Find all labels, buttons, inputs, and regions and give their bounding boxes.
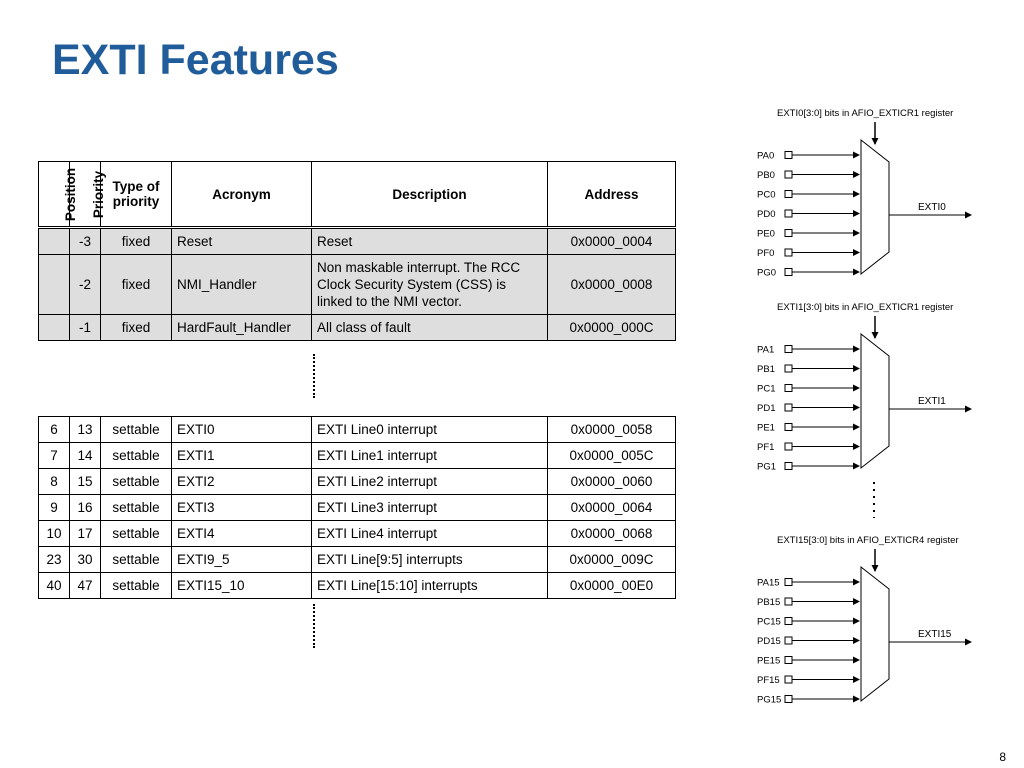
input-pin <box>785 365 792 372</box>
mux-exti1 <box>757 302 971 473</box>
table-header-row <box>39 162 676 228</box>
mux-register-label: EXTI15[3:0] bits in AFIO_EXTICR4 register <box>777 535 959 546</box>
input-pin <box>785 404 792 411</box>
mux-register-label: EXTI0[3:0] bits in AFIO_EXTICR1 register <box>777 108 954 119</box>
mux-input-label: PC1 <box>757 383 776 395</box>
mux-input-label: PG1 <box>757 461 777 473</box>
mux-input-label: PB0 <box>757 170 775 181</box>
input-pin <box>785 269 792 276</box>
mux-output-label: EXTI1 <box>918 396 946 407</box>
header-position: Position <box>39 162 70 228</box>
input-pin <box>785 249 792 256</box>
input-pin <box>785 385 792 392</box>
mux-input-label: PE0 <box>757 228 775 240</box>
mux-input-label: PF0 <box>757 248 775 259</box>
table-row: 9 16 settable EXTI3 EXTI Line3 interrupt 0x0000_0064 <box>39 495 676 521</box>
mux-input-label: PE15 <box>757 655 781 667</box>
mux-trapezoid <box>861 334 889 468</box>
mux-register-label: EXTI1[3:0] bits in AFIO_EXTICR1 register <box>777 302 954 313</box>
header-priority: Priority <box>70 162 101 228</box>
mux-input-label: PD0 <box>757 209 776 220</box>
input-pin <box>785 598 792 605</box>
vector-table-top <box>38 161 676 341</box>
mux-input-label: PA15 <box>757 577 780 589</box>
mux-output-label: EXTI15 <box>918 629 952 640</box>
input-pin <box>785 657 792 664</box>
input-pin <box>785 171 792 178</box>
mux-output-label: EXTI0 <box>918 202 946 213</box>
input-pin <box>785 443 792 450</box>
ellipsis-dots-bottom <box>313 604 315 648</box>
input-pin <box>785 637 792 644</box>
mux-input-label: PB15 <box>757 597 781 608</box>
input-pin <box>785 230 792 237</box>
input-pin <box>785 696 792 703</box>
mux-input-label: PG15 <box>757 694 782 706</box>
mux-trapezoid <box>861 567 889 701</box>
input-pin <box>785 463 792 470</box>
table-row: -2 fixed NMI_Handler Non maskable interrupt. The RCC Clock Security System (CSS) is linked to the NMI vector. 0x0000_0008 <box>39 255 676 315</box>
mux-trapezoid <box>861 140 889 274</box>
mux-exti0 <box>757 108 971 279</box>
mux-input-label: PD15 <box>757 636 781 647</box>
table-row: -3 fixed Reset Reset 0x0000_0004 <box>39 228 676 255</box>
table-row: 23 30 settable EXTI9_5 EXTI Line[9:5] interrupts 0x0000_009C <box>39 547 676 573</box>
mux-input-label: PE1 <box>757 422 775 434</box>
mux-input-label: PD1 <box>757 403 776 414</box>
mux-input-label: PF15 <box>757 675 780 686</box>
table-row: -1 fixed HardFault_Handler All class of fault 0x0000_000C <box>39 315 676 341</box>
input-pin <box>785 152 792 159</box>
input-pin <box>785 191 792 198</box>
mux-input-label: PB1 <box>757 364 775 375</box>
header-address: Address <box>548 162 676 228</box>
mux-exti15 <box>757 535 971 706</box>
input-pin <box>785 210 792 217</box>
vector-table-bottom <box>38 416 676 599</box>
header-type: Type of priority <box>101 162 172 228</box>
table-row: 40 47 settable EXTI15_10 EXTI Line[15:10] interrupts 0x0000_00E0 <box>39 573 676 599</box>
slide-title: EXTI Features <box>52 36 339 84</box>
mux-input-label: PF1 <box>757 442 775 453</box>
input-pin <box>785 676 792 683</box>
page-number: 8 <box>999 750 1006 764</box>
input-pin <box>785 618 792 625</box>
table-row: 10 17 settable EXTI4 EXTI Line4 interrupt 0x0000_0068 <box>39 521 676 547</box>
table-row: 8 15 settable EXTI2 EXTI Line2 interrupt 0x0000_0060 <box>39 469 676 495</box>
mux-input-label: PC15 <box>757 616 781 628</box>
mux-input-label: PA0 <box>757 150 775 162</box>
mux-input-label: PC0 <box>757 189 776 201</box>
input-pin <box>785 346 792 353</box>
header-description: Description <box>312 162 548 228</box>
table-row: 6 13 settable EXTI0 EXTI Line0 interrupt 0x0000_0058 <box>39 417 676 443</box>
mux-input-label: PA1 <box>757 344 775 356</box>
mux-input-label: PG0 <box>757 267 777 279</box>
exti-mux-diagram <box>745 100 1010 715</box>
header-acronym: Acronym <box>172 162 312 228</box>
input-pin <box>785 579 792 586</box>
input-pin <box>785 424 792 431</box>
table-row: 7 14 settable EXTI1 EXTI Line1 interrupt 0x0000_005C <box>39 443 676 469</box>
ellipsis-dots-top <box>313 354 315 398</box>
